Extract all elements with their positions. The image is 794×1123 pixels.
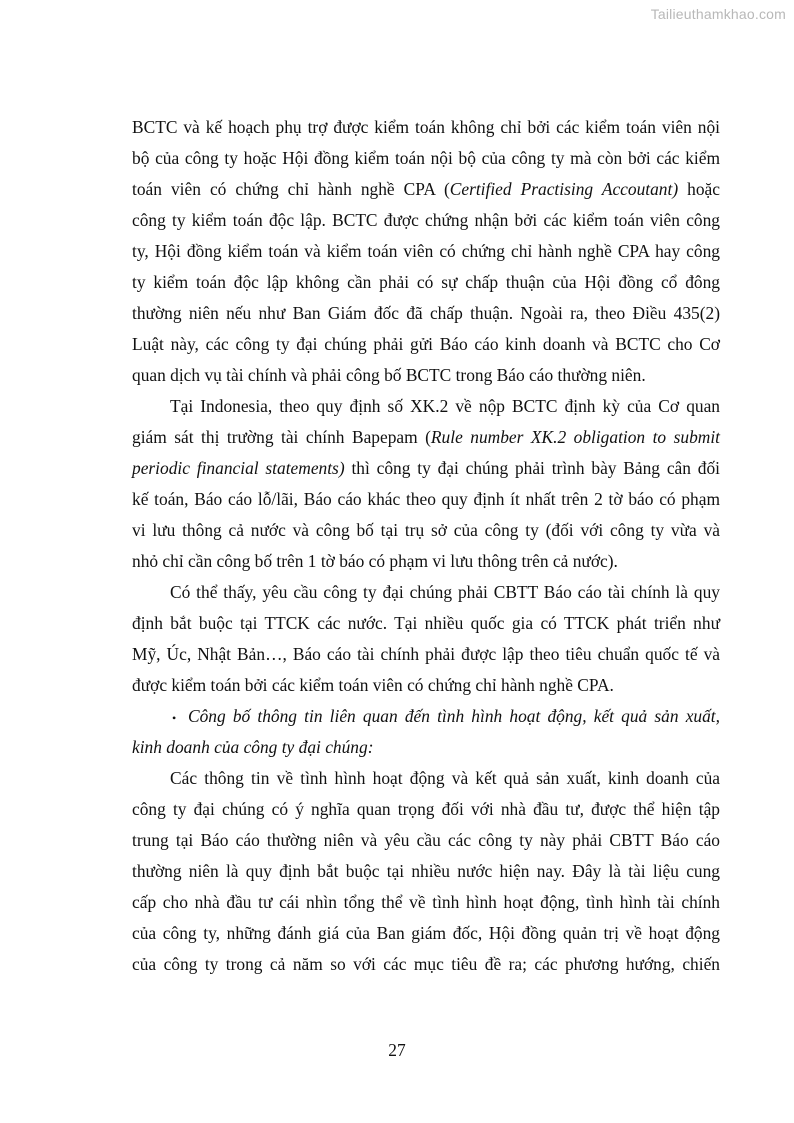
text-line: Mỹ, Úc, Nhật Bản…, Báo cáo tài chính phải được lập theo tiêu chuẩn quốc tế và — [132, 644, 720, 664]
text-line: kế toán, Báo cáo lỗ/lãi, Báo cáo khác theo quy định ít nhất trên 2 tờ báo có phạm — [132, 489, 720, 509]
text-line: ty kiểm toán độc lập không cần phải có sự chấp thuận của Hội đồng cổ đông — [132, 272, 720, 292]
text-line: của công ty, những đánh giá của Ban giám đốc, Hội đồng quản trị về hoạt động — [132, 923, 720, 943]
text-line: bộ của công ty hoặc Hội đồng kiểm toán nội bộ của công ty mà còn bởi các kiểm — [132, 148, 720, 168]
text-line: thường niên là quy định bắt buộc tại nhiều nước hiện nay. Đây là tài liệu cung — [132, 861, 720, 881]
paragraph-annual-report — [132, 763, 720, 980]
paragraph-indonesia — [132, 391, 720, 577]
document-body — [132, 112, 720, 980]
text-line: trung tại Báo cáo thường niên và yêu cầu các công ty này phải CBTT Báo cáo — [132, 830, 720, 850]
text-line: ty, Hội đồng kiểm toán và kiểm toán viên có chứng chỉ hành nghề CPA hay công — [132, 241, 720, 261]
text-line: BCTC và kế hoạch phụ trợ được kiểm toán không chỉ bởi các kiểm toán viên nội — [132, 117, 720, 137]
bullet-icon: • — [172, 710, 177, 725]
italic-term: periodic financial statements) — [132, 458, 345, 478]
watermark: Tailieuthamkhao.com — [650, 6, 786, 22]
text-line: vi lưu thông cả nước và công bố tại trụ sở của công ty (đối với công ty vừa và — [132, 520, 720, 540]
text-line: kinh doanh của công ty đại chúng: — [132, 737, 374, 757]
text-line: Có thể thấy, yêu cầu công ty đại chúng phải CBTT Báo cáo tài chính là quy — [170, 582, 720, 602]
text-line: của công ty trong cả năm so với các mục tiêu đề ra; các phương hướng, chiến — [132, 954, 720, 974]
text-line: Tại Indonesia, theo quy định số XK.2 về nộp BCTC định kỳ của Cơ quan — [170, 396, 720, 416]
text-line: được kiểm toán bởi các kiểm toán viên có chứng chỉ hành nghề CPA. — [132, 675, 614, 695]
italic-term: Rule number XK.2 obligation to submit — [430, 427, 720, 447]
paragraph-summary — [132, 577, 720, 701]
text-line: công ty đại chúng có ý nghĩa quan trọng đối với nhà đầu tư, được thể hiện tập — [132, 799, 720, 819]
text-line: • Công bố thông tin liên quan đến tình hình hoạt động, kết quả sản xuất, — [132, 701, 720, 732]
text-line: định bắt buộc tại TTCK các nước. Tại nhiều quốc gia có TTCK phát triển như — [132, 613, 720, 633]
text-line: toán viên có chứng chỉ hành nghề CPA (Certified Practising Accoutant) hoặc — [132, 179, 720, 199]
text-line: giám sát thị trường tài chính Bapepam (Rule number XK.2 obligation to submit — [132, 427, 720, 447]
bullet-heading — [132, 701, 720, 763]
page-number: 27 — [388, 1040, 406, 1060]
text-line: công ty kiểm toán độc lập. BCTC được chứng nhận bởi các kiểm toán viên công — [132, 210, 720, 230]
paragraph-japan-continued — [132, 112, 720, 391]
text-line: Các thông tin về tình hình hoạt động và kết quả sản xuất, kinh doanh của — [170, 768, 720, 788]
text-line: thường niên nếu như Ban Giám đốc đã chấp thuận. Ngoài ra, theo Điều 435(2) — [132, 303, 720, 323]
text-line: quan dịch vụ tài chính và phải công bố BCTC trong Báo cáo thường niên. — [132, 365, 646, 385]
text-line: Luật này, các công ty đại chúng phải gửi Báo cáo kinh doanh và BCTC cho Cơ — [132, 334, 720, 354]
text-line: periodic financial statements) thì công ty đại chúng phải trình bày Bảng cân đối — [132, 458, 720, 478]
text-line: nhỏ chỉ cần công bố trên 1 tờ báo có phạm vi lưu thông trên cả nước). — [132, 551, 618, 571]
text-line: cấp cho nhà đầu tư cái nhìn tổng thể về tình hình hoạt động, tình hình tài chính — [132, 892, 720, 912]
italic-term: Certified Practising Accoutant) — [449, 179, 679, 199]
